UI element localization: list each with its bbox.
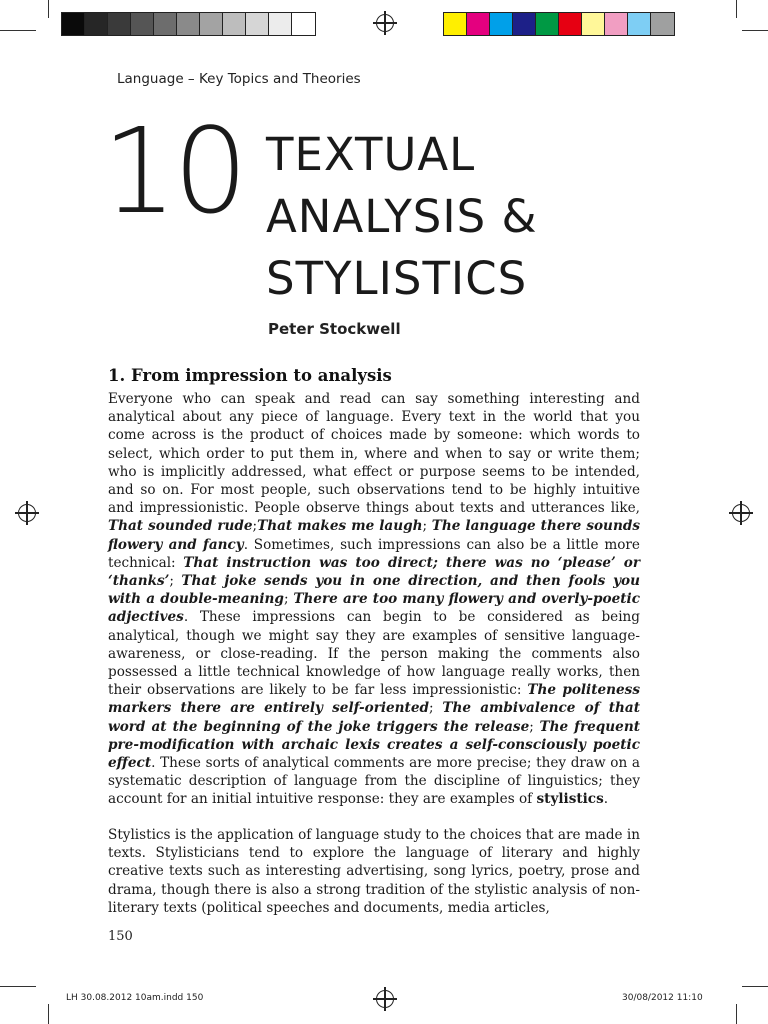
example-quote: That joke sends you in one direction, and then fools you with a double-meaning [108, 573, 640, 608]
separator: ; [529, 718, 540, 735]
registration-mark-icon [18, 504, 36, 522]
color-swatch [467, 13, 490, 35]
gray-swatch [292, 13, 315, 35]
body-paragraph [108, 390, 640, 809]
body-text: . Sometimes, such impressions can also be a little more technical: [108, 536, 640, 571]
chapter-title-line: STYLISTICS [266, 252, 528, 305]
gray-swatch [269, 13, 292, 35]
registration-mark-icon [732, 504, 750, 522]
color-swatch [536, 13, 559, 35]
example-quote: That sounded rude [108, 518, 253, 535]
gray-swatch [154, 13, 177, 35]
chapter-number: 10 [102, 102, 245, 240]
page-number: 150 [108, 929, 133, 944]
chapter-author: Peter Stockwell [268, 320, 401, 338]
crop-mark [48, 0, 49, 18]
example-quote: That makes me laugh [257, 518, 423, 535]
color-swatch [444, 13, 467, 35]
separator: ; [428, 700, 443, 717]
crop-mark [48, 1004, 49, 1024]
crop-mark [0, 30, 36, 31]
key-term: stylistics [536, 791, 604, 808]
separator: ; [422, 518, 432, 535]
color-swatch [582, 13, 605, 35]
example-quote: The language there sounds flowery and fancy [108, 518, 640, 553]
gray-swatch [223, 13, 246, 35]
section-heading: 1. From impression to analysis [108, 366, 392, 385]
crop-mark [0, 986, 36, 987]
separator: ; [283, 591, 294, 608]
chapter-title [266, 124, 538, 310]
chapter-title-line: TEXTUAL [266, 128, 476, 181]
body-text: . These impressions can begin to be considered as being analytical, though we might say they are examples of sensitive language-awareness, or close-reading. If the person making the comments also possessed a little technical knowledge of how language really works, then their observations are likely to be far less impressionistic: [108, 609, 640, 699]
example-quote: That instruction was too direct; there was no ‘please’ or ‘thanks’ [108, 554, 640, 590]
gray-swatch [131, 13, 154, 35]
crop-mark [742, 30, 768, 31]
gray-swatch [177, 13, 200, 35]
registration-mark-icon [376, 14, 394, 32]
color-swatch [559, 13, 582, 35]
registration-mark-icon [376, 990, 394, 1008]
body-text: . These sorts of analytical comments are more precise; they draw on a systematic description of language from the discipline of linguistics; they account for an initial intuitive response: they are examples of [108, 755, 640, 808]
example-quote: The frequent pre-modification with archaic lexis creates a self-consciously poetic effect [108, 718, 640, 772]
separator: ; [252, 518, 258, 535]
color-swatch [628, 13, 651, 35]
color-swatch [605, 13, 628, 35]
example-quote: There are too many flowery and overly-poetic adjectives [108, 591, 640, 626]
gray-swatch [246, 13, 269, 35]
grayscale-color-bar [61, 12, 316, 36]
separator: ; [169, 573, 182, 590]
body-text: Everyone who can speak and read can say something interesting and analytical about any piece of language. Every text in the world that you come across is the product of choices made by someone: which words to select, which order to put them in, where and when to say or write them; who is implicitly addressed, what effect or purpose seems to be intended, and so on. For most people, such observations tend to be highly intuitive and impressionistic. People observe things about texts and utterances like, [108, 391, 640, 517]
body-text: . [603, 791, 609, 808]
crop-mark [742, 986, 768, 987]
gray-swatch [200, 13, 223, 35]
running-head: Language – Key Topics and Theories [117, 71, 361, 87]
gray-swatch [85, 13, 108, 35]
slug-timestamp: 30/08/2012 11:10 [622, 993, 703, 1003]
crop-mark [736, 1004, 737, 1024]
color-swatch [490, 13, 513, 35]
color-swatch [651, 13, 674, 35]
example-quote: The ambivalence of that word at the beginning of the joke triggers the release [108, 700, 640, 735]
gray-swatch [108, 13, 131, 35]
example-quote: The politeness markers there are entirely self-oriented [108, 682, 640, 717]
body-paragraph: Stylistics is the application of language study to the choices that are made in texts. Stylisticians tend to explore the language of literary and highly creative texts such as interesting advertising, song lyrics, poetry, prose and drama, though there is also a strong tradition of the stylistic analysis of non-literary texts (political speeches and documents, media articles, [108, 827, 640, 916]
slug-file-info: LH 30.08.2012 10am.indd 150 [66, 993, 204, 1003]
crop-mark [736, 0, 737, 18]
process-color-bar [443, 12, 675, 36]
gray-swatch [62, 13, 85, 35]
chapter-title-line: ANALYSIS & [266, 190, 538, 243]
color-swatch [513, 13, 536, 35]
